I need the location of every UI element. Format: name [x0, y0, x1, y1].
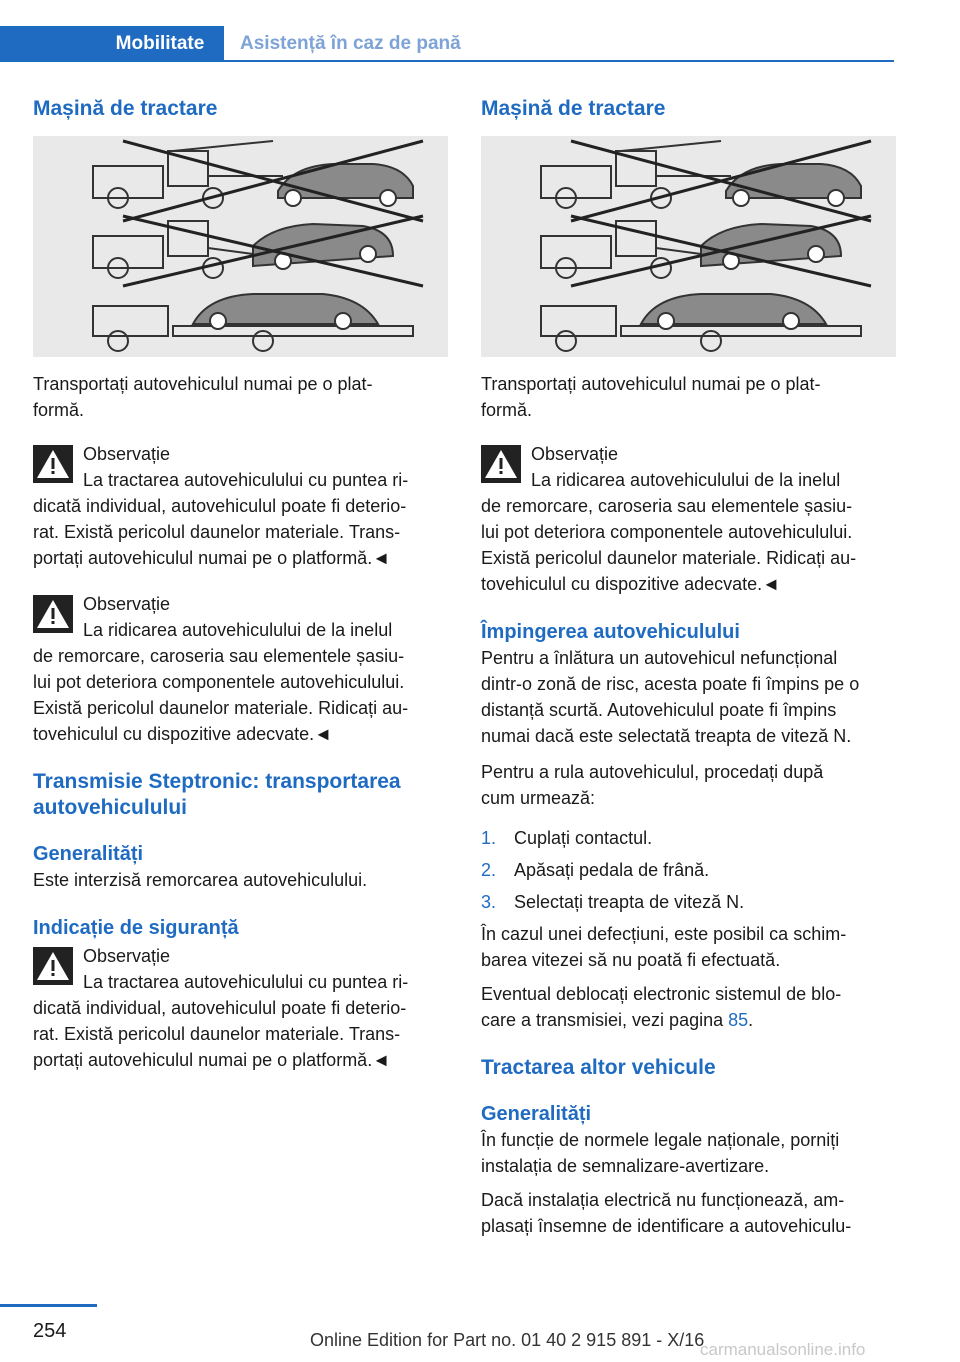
left-warning-3 — [33, 943, 448, 1073]
roll-line: Pentru a rula autovehiculul, procedați după — [481, 762, 824, 782]
gen-line: În funcție de normele legale naționale, porniți — [481, 1130, 840, 1150]
header-chapter-tab[interactable]: Mobilitate — [96, 26, 224, 62]
left-warning-2 — [33, 591, 448, 747]
warning-line: dicată individual, autovehiculul poate fi deterio- — [33, 496, 407, 516]
right-caption-line-2: formă. — [481, 400, 533, 420]
unlock-line: Eventual deblocați electronic sistemul de blo- — [481, 984, 842, 1004]
roll-line: cum urmează: — [481, 788, 596, 808]
page-header — [0, 0, 960, 66]
step-text: Selectați treapta de viteză N. — [514, 892, 745, 912]
header-section-tab[interactable]: Asistență în caz de pană — [240, 33, 461, 54]
tow-truck-figure — [33, 136, 448, 357]
unlock-line — [481, 1007, 896, 1033]
roll-paragraph — [481, 759, 896, 811]
subheading-push-vehicle: Împingerea autovehiculului — [481, 621, 740, 643]
right-caption-line-1: Transportați autovehiculul numai pe o plat- — [481, 374, 821, 394]
warning-line: La ridicarea autovehiculului de la inelul — [531, 470, 841, 490]
warning-line: tovehiculul cu dispozitive adecvate.◄ — [481, 574, 780, 594]
list-item — [481, 889, 896, 915]
gen-line: instalația de semnalizare-avertizare. — [481, 1156, 770, 1176]
left-warning-1 — [33, 441, 448, 571]
elec-line: plasați însemne de identificare a autovehiculu- — [481, 1216, 852, 1236]
tow-truck-illustration — [481, 136, 896, 357]
warning-line: La tractarea autovehiculului cu puntea ri- — [83, 972, 409, 992]
left-column — [33, 96, 448, 1073]
push-line: numai dacă este selectată treapta de viteză N. — [481, 726, 852, 746]
defect-line: barea vitezei să nu poată fi efectuată. — [481, 950, 781, 970]
warning-line: tovehiculul cu dispozitive adecvate.◄ — [33, 724, 332, 744]
warning-line: lui pot deteriora componentele autovehiculului. — [33, 672, 405, 692]
warning-line: lui pot deteriora componentele autovehiculului. — [481, 522, 853, 542]
warning-line: de remorcare, caroseria sau elementele șasiu- — [481, 496, 853, 516]
step-text: Apăsați pedala de frână. — [514, 860, 710, 880]
push-paragraph — [481, 645, 896, 749]
warning-title: Observație — [83, 444, 171, 464]
warning-line: rat. Există pericolul daunelor materiale. Trans- — [33, 1024, 401, 1044]
step-number: 2. — [481, 860, 497, 880]
push-line: dintr-o zonă de risc, acesta poate fi împins pe o — [481, 674, 860, 694]
warning-line: Există pericolul daunelor materiale. Ridicați au- — [481, 548, 857, 568]
warning-line: portați autovehiculul numai pe o platformă.◄ — [33, 548, 391, 568]
push-line: Pentru a înlătura un autovehicul nefuncțional — [481, 648, 838, 668]
page-number-rule — [0, 1304, 97, 1307]
left-caption-line-1: Transportați autovehiculul numai pe o plat- — [33, 374, 373, 394]
unlock-text: care a transmisiei, vezi pagina — [481, 1010, 729, 1030]
warning-triangle-icon — [33, 445, 73, 483]
step-number: 1. — [481, 828, 497, 848]
unlock-paragraph — [481, 981, 896, 1033]
warning-line: portați autovehiculul numai pe o platformă.◄ — [33, 1050, 391, 1070]
warning-line: La tractarea autovehiculului cu puntea ri- — [83, 470, 409, 490]
page-number: 254 — [33, 1320, 67, 1342]
header-accent-bar — [0, 26, 96, 62]
subheading-general: Generalități — [33, 843, 144, 865]
list-item — [481, 825, 896, 851]
warning-triangle-icon — [481, 445, 521, 483]
right-heading: Mașină de tractare — [481, 97, 666, 120]
warning-line: de remorcare, caroseria sau elementele șasiu- — [33, 646, 405, 666]
right-column — [481, 96, 896, 1239]
section-steptronic-heading-cont: autovehiculului — [33, 796, 188, 819]
tow-truck-illustration — [33, 136, 448, 357]
step-text: Cuplați contactul. — [514, 828, 653, 848]
unlock-text-end: . — [748, 1010, 754, 1030]
warning-line: La ridicarea autovehiculului de la inelul — [83, 620, 393, 640]
gen-paragraph — [481, 1127, 896, 1179]
general-text: Este interzisă remorcarea autovehiculului. — [33, 870, 368, 890]
steps-list — [481, 825, 896, 915]
warning-line: rat. Există pericolul daunelor materiale. Trans- — [33, 522, 401, 542]
warning-line: Există pericolul daunelor materiale. Ridicați au- — [33, 698, 409, 718]
warning-triangle-icon — [33, 947, 73, 985]
warning-triangle-icon — [33, 595, 73, 633]
list-item — [481, 857, 896, 883]
section-steptronic-heading: Transmisie Steptronic: transportarea — [33, 770, 401, 793]
defect-paragraph — [481, 921, 896, 973]
header-rule — [96, 60, 894, 62]
left-heading: Mașină de tractare — [33, 97, 218, 120]
warning-title: Observație — [83, 946, 171, 966]
warning-line: dicată individual, autovehiculul poate fi deterio- — [33, 998, 407, 1018]
edition-footer: Online Edition for Part no. 01 40 2 915 891 - X/16 — [310, 1330, 705, 1350]
flatbed-figure — [481, 136, 896, 357]
left-caption-line-2: formă. — [33, 400, 85, 420]
defect-line: În cazul unei defecțiuni, este posibil ca schim- — [481, 924, 847, 944]
section-tow-other-heading: Tractarea altor vehicule — [481, 1056, 716, 1079]
subheading-safety: Indicație de siguranță — [33, 917, 239, 939]
warning-title: Observație — [83, 594, 171, 614]
page-link[interactable]: 85 — [728, 1010, 749, 1030]
elec-paragraph — [481, 1187, 896, 1239]
step-number: 3. — [481, 892, 497, 912]
push-line: distanță scurtă. Autovehiculul poate fi împins — [481, 700, 837, 720]
warning-title: Observație — [531, 444, 619, 464]
watermark: carmanualsonline.info — [700, 1340, 866, 1359]
right-warning-1 — [481, 441, 896, 597]
subheading-general-right: Generalități — [481, 1103, 592, 1125]
elec-line: Dacă instalația electrică nu funcționează, am- — [481, 1190, 845, 1210]
